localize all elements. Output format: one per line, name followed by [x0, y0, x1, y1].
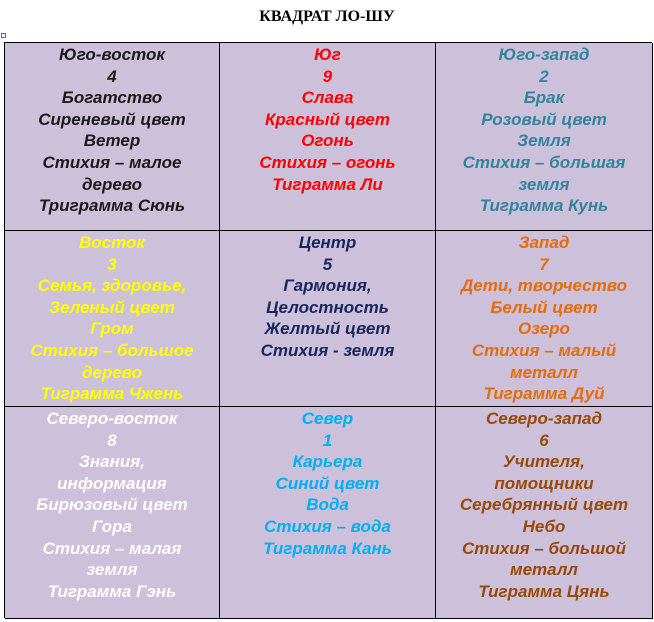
cell-west [436, 231, 653, 407]
cell-number: 7 [539, 254, 549, 274]
cell-text-line: Стихия – огонь [259, 152, 396, 172]
cell-text-line: земля [518, 174, 570, 194]
cell-text-line: Стихия – большой [462, 538, 626, 558]
cell-number: 9 [322, 66, 333, 86]
cell-text-line: Белый цвет [490, 297, 598, 317]
cell-heading: Северо-запад [486, 409, 602, 428]
cell-text-line: Тиграмма Гэнь [47, 581, 177, 601]
table-anchor-handle[interactable] [1, 33, 6, 38]
cell-text-line: Тиграмма Цянь [478, 581, 610, 601]
cell-text-line: Небо [522, 516, 566, 536]
cell-text-line: Красный цвет [264, 109, 391, 129]
cell-text-line: Карьера [292, 452, 363, 472]
cell-text-line: дерево [81, 174, 143, 194]
cell-text-line: Брак [523, 88, 565, 108]
cell-northeast [5, 407, 220, 619]
cell-text-line: Стихия – большая [462, 152, 626, 172]
cell-southwest [436, 43, 653, 231]
cell-heading: Центр [298, 233, 357, 252]
cell-heading: Восток [78, 233, 145, 252]
cell-text-line: Гром [90, 319, 134, 339]
cell-heading: Запад [518, 233, 570, 252]
cell-text-line: Зеленый цвет [49, 297, 175, 317]
cell-text-line: Озеро [518, 319, 570, 339]
cell-text-line: информация [57, 473, 167, 493]
cell-text-line: Серебрянный цвет [459, 495, 629, 515]
cell-text-line: Учителя, [503, 452, 585, 472]
cell-text-line: Гора [92, 516, 132, 536]
cell-heading: Северо-восток [46, 409, 178, 428]
cell-text-line: Знания, [78, 452, 146, 472]
cell-text-line: Семья, здоровье, [37, 276, 187, 296]
cell-text-line: Стихия - земля [260, 340, 395, 360]
cell-text-line: дерево [81, 362, 143, 382]
cell-number: 8 [107, 430, 117, 450]
cell-text-line: Розовый цвет [481, 109, 607, 129]
cell-text-line: Слава [301, 88, 354, 108]
cell-text-line: Бирюзовый цвет [36, 495, 188, 515]
cell-northwest [436, 407, 653, 619]
page-title: КВАДРАТ ЛО-ШУ [259, 8, 395, 25]
cell-text-line: Вода [306, 495, 349, 515]
cell-south [220, 43, 436, 231]
cell-number: 3 [107, 254, 117, 274]
cell-text-line: Сиреневый цвет [38, 109, 186, 129]
cell-text-line: Тиграмма Дуй [483, 384, 605, 404]
cell-text-line: Стихия – вода [264, 516, 391, 536]
cell-heading: Юго-восток [59, 45, 165, 64]
cell-text-line: Тиграмма Ли [272, 174, 383, 194]
cell-north [220, 407, 436, 619]
cell-text-line: Дети, творчество [461, 276, 627, 296]
cell-center [220, 231, 436, 407]
cell-east [5, 231, 220, 407]
cell-number: 6 [539, 430, 549, 450]
cell-number: 4 [107, 66, 117, 86]
lo-shu-grid [4, 42, 652, 618]
cell-text-line: земля [86, 560, 138, 580]
cell-text-line: Стихия – малый [471, 340, 617, 360]
cell-text-line: металл [510, 560, 578, 580]
cell-text-line: Тиграмма Кунь [479, 196, 609, 216]
cell-text-line: Триграмма Сюнь [38, 196, 186, 216]
cell-text-line: Стихия – большое [30, 340, 194, 360]
cell-text-line: Огонь [301, 131, 354, 151]
cell-number: 5 [322, 254, 333, 274]
cell-number: 2 [539, 66, 549, 86]
cell-southeast [5, 43, 220, 231]
cell-number: 1 [322, 430, 333, 450]
cell-heading: Север [301, 409, 354, 428]
cell-heading: Юго-запад [498, 45, 590, 64]
cell-text-line: Целостность [266, 297, 389, 317]
cell-text-line: Стихия – малая [42, 538, 182, 558]
cell-text-line: Богатство [61, 88, 163, 108]
cell-text-line: помощники [494, 473, 594, 493]
cell-heading: Юг [314, 45, 341, 64]
cell-text-line: Стихия – малое [42, 152, 182, 172]
cell-text-line: Гармония, [283, 276, 372, 296]
cell-text-line: Ветер [83, 131, 141, 151]
cell-text-line: Желтый цвет [264, 319, 391, 339]
cell-text-line: металл [510, 362, 578, 382]
cell-text-line: Тиграмма Чжень [40, 384, 184, 404]
cell-text-line: Земля [517, 131, 571, 151]
cell-text-line: Тиграмма Кань [263, 538, 392, 558]
cell-text-line: Синий цвет [275, 473, 380, 493]
